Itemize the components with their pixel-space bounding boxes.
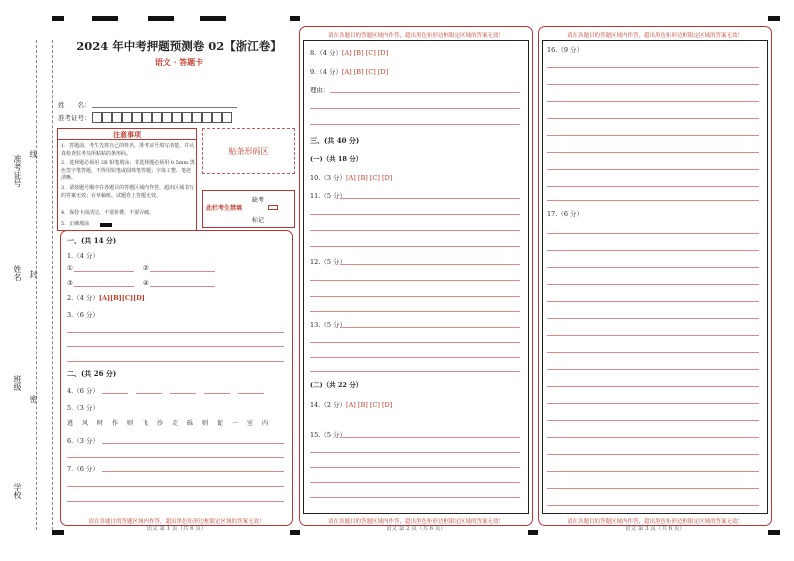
q5-char[interactable]: 逃 [67,420,74,427]
q12-label: 12.（5 分） [310,258,347,266]
side-label-class: 班级 [13,375,22,391]
answer-line[interactable] [330,92,520,93]
exam-no-cell[interactable] [132,112,142,123]
answer-line[interactable] [310,371,520,372]
answer-line[interactable] [102,471,284,472]
answer-line[interactable] [547,403,759,404]
absent-bottom-label: 标记 [252,217,265,224]
page-number: 语文 第 3 页（共 6 页） [625,526,685,532]
binding-line [36,40,37,530]
page-title: 2024 年中考押题预测卷 02【浙江卷】 [76,39,282,53]
option-b[interactable]: [B] [353,68,364,76]
q5-char[interactable]: 作 [112,420,119,427]
answer-line[interactable] [340,437,520,438]
answer-line[interactable] [547,454,759,455]
notice-item: 4．保持卡面清洁，不要折叠、不要弄破。 [61,210,155,216]
answer-line[interactable] [310,124,520,125]
answer-line[interactable] [547,488,759,489]
q5-char[interactable]: 则 [127,420,134,427]
section-3-title: 三、(共 40 分) [310,136,360,145]
barcode-area [202,128,295,174]
reason-label: 理由： [310,86,330,94]
answer-line[interactable] [340,264,520,265]
subsection-2-title: (二)（共 22 分） [310,381,363,389]
option-d[interactable]: [D] [377,68,389,76]
q5-char[interactable]: 促 [217,420,224,427]
answer-line[interactable] [547,118,759,119]
answer-line[interactable] [547,250,759,251]
answer-line[interactable] [67,486,284,487]
answer-line[interactable] [67,361,284,362]
q16-label: 16.（9 分） [547,46,584,54]
q4-blank[interactable] [238,393,264,394]
page-number: 语文 第 2 页（共 6 页） [386,526,446,532]
notice-item: 5．正确填涂 [61,221,90,227]
answer-line[interactable] [547,369,759,370]
exam-no-cell[interactable] [222,112,232,123]
answer-line[interactable] [547,135,759,136]
q1-blank-2[interactable] [150,271,215,272]
q1-blank-4[interactable] [150,286,215,287]
answer-line[interactable] [547,267,759,268]
answer-frame-2 [303,40,529,514]
filled-sample-icon [100,223,112,227]
side-label-seal: 封 [29,270,38,278]
option-a[interactable]: [A] [346,401,356,409]
answer-line[interactable] [547,318,759,319]
warning-text: 请在各题目的答题区域内作答，超出黑色矩形边框限定区域的答案无效！ [327,33,504,39]
answer-line[interactable] [102,443,284,444]
q5-char[interactable]: 飞 [142,420,149,427]
exam-no-cell[interactable] [122,112,132,123]
q14-text: 14.（2 分） [310,401,347,409]
answer-line[interactable] [547,101,759,102]
q15-label: 15.（5 分） [310,431,347,439]
q2-label [67,293,145,302]
exam-no-cell[interactable] [212,112,222,123]
q5-label: 5.（3 分） [67,404,99,412]
exam-no-cell[interactable] [152,112,162,123]
exam-no-cell[interactable] [202,112,212,123]
section-2-title: 二、(共 26 分) [67,369,117,378]
notice-item: 1．答题前，考生先将自己的姓名，准考证号填写清楚，并认真检查监考员所粘贴的条形码。 [61,143,195,157]
q4-blank[interactable] [170,393,196,394]
q5-char[interactable]: 时 [97,420,104,427]
q3-label: 3.（6 分） [67,311,99,319]
alignment-mark [148,16,174,21]
option-d[interactable]: [D] [133,294,145,302]
alignment-mark [768,16,780,21]
alignment-mark [52,16,64,21]
answer-line[interactable] [547,186,759,187]
warning-text: 请在各题目的答题区域内作答，超出黑色矩形边框限定区域的答案无效！ [327,519,504,525]
q9-text: 9.（4 分） [310,68,342,76]
option-b[interactable]: [B] [110,294,122,302]
answer-line[interactable] [340,198,520,199]
subsection-1-title: (一)（共 18 分） [310,155,363,163]
answer-line[interactable] [547,284,759,285]
answer-line[interactable] [310,482,520,483]
option-b[interactable]: [B] [357,401,368,409]
answer-line[interactable] [547,233,759,234]
warning-text: 请在各题目的答题区域内作答，超出黑色矩形边框限定区域的答案无效！ [566,519,743,525]
answer-line[interactable] [310,452,520,453]
side-label-exam-no: 准考证号 [13,155,22,187]
name-field[interactable] [92,107,237,108]
section-1-title: 一、(共 14 分) [67,236,117,245]
q1-blank-1-label: ① [67,264,73,272]
q4-blank[interactable] [136,393,162,394]
name-label: 姓 名： [58,101,91,109]
absent-top-label: 缺考 [252,197,265,204]
exam-no-cell[interactable] [142,112,152,123]
answer-line[interactable] [547,200,759,201]
side-label-secret: 密 [29,395,38,403]
option-a[interactable]: [A] [341,49,352,57]
answer-line[interactable] [310,230,520,231]
q1-label: 1.（4 分） [67,252,99,260]
answer-line[interactable] [310,311,520,312]
option-c[interactable]: [C] [365,49,376,57]
alignment-mark [290,16,300,21]
answer-line[interactable] [310,214,520,215]
side-label-school: 学校 [13,483,22,499]
answer-line[interactable] [547,335,759,336]
q6-label: 6.（3 分） [67,437,99,445]
q5-sentence [67,418,277,427]
side-label-name: 姓名 [13,265,22,281]
answer-line[interactable] [547,437,759,438]
option-b[interactable]: [B] [353,49,364,57]
q9-label [310,67,388,76]
binding-line [52,40,53,530]
option-d[interactable]: [D] [377,49,389,57]
exam-no-cell[interactable] [92,112,102,123]
q4-blank[interactable] [102,393,128,394]
exam-no-label: 准考证号： [58,114,91,122]
option-c[interactable]: [C] [121,294,134,302]
page-subtitle: 语文 · 答题卡 [154,57,204,67]
exam-no-cell[interactable] [112,112,122,123]
q5-char[interactable]: 则 [202,420,209,427]
answer-line[interactable] [310,497,520,498]
q13-label: 13.（5 分） [310,321,347,329]
answer-line[interactable] [310,296,520,297]
answer-line[interactable] [547,471,759,472]
q5-char[interactable]: 室 [247,420,254,427]
q5-char[interactable]: 一 [232,420,239,427]
option-d[interactable]: [D] [381,174,393,182]
answer-line[interactable] [547,84,759,85]
option-a[interactable]: [A] [346,174,356,182]
q1-blank-3[interactable] [74,286,134,287]
q5-char[interactable]: 走 [172,420,179,427]
q4-blank[interactable] [204,393,230,394]
q17-label: 17.（6 分） [547,210,584,218]
answer-line[interactable] [67,332,284,333]
warning-text: 请在各题目的答题区域内作答，超出黑色矩形边框限定区域的答案无效！ [566,33,743,39]
q1-blank-3-label: ③ [67,279,73,287]
option-a[interactable]: [A] [341,68,352,76]
answer-line[interactable] [310,108,520,109]
answer-line[interactable] [547,67,759,68]
exam-no-cell[interactable] [162,112,172,123]
absent-forbidden-label: 此栏考生禁填 [206,205,243,212]
answer-line[interactable] [310,342,520,343]
answer-line[interactable] [547,352,759,353]
barcode-label: 贴条形码区 [228,147,269,156]
answer-line[interactable] [547,505,759,506]
side-label-line: 线 [29,150,38,158]
q10-label [310,173,392,182]
page-number: 语文 第 1 页（共 6 页） [146,526,207,532]
notice-item: 3．请按题号顺序在各题目的答题区域内作答，超出区域书写的答案无效；在草稿纸、试题卷上答题无效。 [61,185,195,199]
answer-line[interactable] [310,357,520,358]
warning-text: 请在各题目的答题区域内作答，超出黑色矩形边框限定区域的答案无效！ [88,519,265,525]
alignment-mark [92,16,118,21]
answer-line[interactable] [67,346,284,347]
answer-line[interactable] [547,386,759,387]
q7-label: 7.（6 分） [67,465,99,473]
exam-no-cell[interactable] [102,112,112,123]
q5-char[interactable]: 沙 [157,420,164,427]
q8-label [310,48,388,57]
option-c[interactable]: [C] [365,68,376,76]
q5-char[interactable]: 内 [262,420,269,427]
option-b[interactable]: [B] [357,174,368,182]
q5-char[interactable]: 砾 [187,420,194,427]
alignment-mark [200,16,226,21]
q1-blank-1[interactable] [74,271,134,272]
q4-label: 4.（6 分） [67,387,99,395]
q1-blank-2-label: ② [143,264,149,272]
answer-line[interactable] [310,280,520,281]
answer-line[interactable] [547,301,759,302]
exam-no-cell[interactable] [192,112,202,123]
exam-no-cell[interactable] [172,112,182,123]
answer-line[interactable] [310,246,520,247]
notice-title: 注意事项 [58,129,196,140]
answer-frame-3 [542,40,768,514]
q8-text: 8.（4 分） [310,49,342,57]
answer-line[interactable] [310,467,520,468]
option-a[interactable]: [A] [98,294,111,302]
answer-line[interactable] [547,420,759,421]
option-c[interactable]: [C] [369,401,380,409]
notice-item: 2．选择题必须用 2B 铅笔填涂；非选择题必须用 0.5mm 黑色签字笔答题，不得用铅笔或圆珠笔答题；字体工整、笔迹清晰。 [61,160,195,181]
option-c[interactable]: [C] [369,174,380,182]
option-d[interactable]: [D] [381,401,393,409]
q2-text: 2.（4 分） [67,294,99,302]
answer-line[interactable] [340,327,520,328]
exam-no-cell[interactable] [182,112,192,123]
answer-line[interactable] [547,169,759,170]
q14-label [310,400,392,409]
answer-line[interactable] [67,501,284,502]
q5-char[interactable]: 风 [82,420,89,427]
q11-label: 11.（5 分） [310,192,347,200]
answer-line[interactable] [547,152,759,153]
answer-line[interactable] [67,457,284,458]
absent-checkbox[interactable] [268,205,278,210]
q1-blank-4-label: ④ [143,279,149,287]
q10-text: 10.（3 分） [310,174,347,182]
